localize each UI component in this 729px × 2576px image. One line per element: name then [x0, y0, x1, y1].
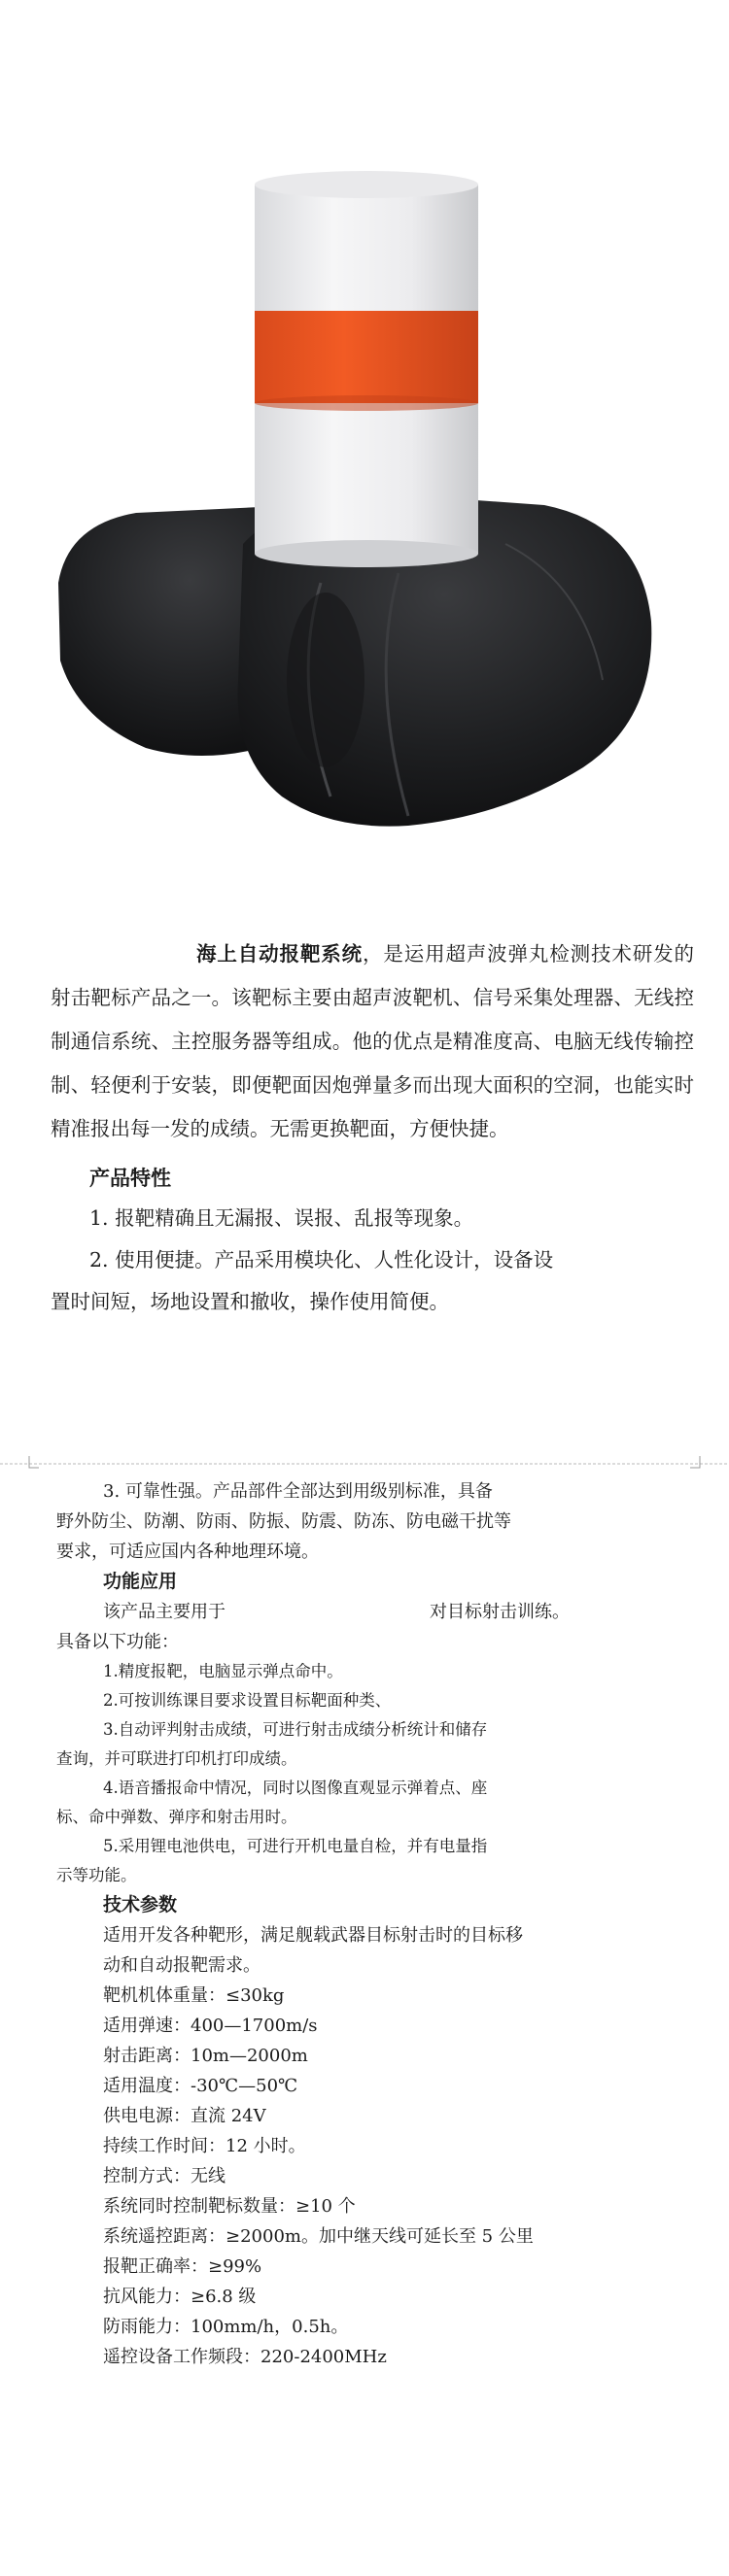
spec-item: 适用温度：-30℃—50℃ — [103, 2076, 298, 2096]
spec-item: 控制方式：无线 — [103, 2166, 226, 2186]
spec-item: 抗风能力：≥6.8 级 — [103, 2287, 257, 2307]
feature-item-3c: 要求，可适应国内各种地理环境。 — [56, 1542, 319, 1562]
product-photo — [0, 0, 729, 874]
feature-item-1: 1. 报靶精确且无漏报、误报、乱报等现象。 — [89, 1206, 474, 1230]
intro-section — [0, 932, 729, 1323]
features-heading: 产品特性 — [89, 1166, 171, 1190]
spec-item: 报靶正确率：≥99% — [103, 2256, 262, 2277]
spec-item: 持续工作时间：12 小时。 — [103, 2136, 306, 2156]
spec-item: 系统遥控距离：≥2000m。加中继天线可延长至 5 公里 — [103, 2226, 534, 2247]
functions-heading: 功能应用 — [103, 1571, 178, 1592]
spec-item: 靶机机体重量：≤30kg — [103, 1985, 285, 2006]
specs-list — [0, 1981, 729, 2372]
spec-item: 射击距离：10m—2000m — [103, 2046, 308, 2066]
intro-paragraph: 海上自动报靶系统，是运用超声波弹丸检测技术研发的射击靶标产品之一。该靶标主要由超声波靶机、信号采集处理器、无线控制通信系统、主控服务器等组成。他的优点是精准度高、电脑无线传输控制、轻便利于安装，即便靶面因炮弹量多而出现大面积的空洞，也能实时精准报出每一发的成绩。无需更换靶面，方便快捷。 — [51, 942, 695, 1140]
feature-item-2a: 2. 使用便捷。产品采用模块化、人性化设计，设备设 — [89, 1248, 554, 1271]
function-item-4b: 标、命中弹数、弹序和射击用时。 — [56, 1808, 297, 1826]
function-item-3b: 查询，并可联进打印机打印成绩。 — [56, 1749, 297, 1768]
function-item-2: 2.可按训练课目要求设置目标靶面种类、 — [103, 1691, 392, 1710]
spec-item: 遥控设备工作频段：220-2400MHz — [103, 2347, 387, 2367]
specs-lead-b: 动和自动报靶需求。 — [103, 1955, 260, 1976]
spec-item: 防雨能力：100mm/h，0.5h。 — [103, 2317, 349, 2337]
function-item-3a: 3.自动评判射击成绩，可进行射击成绩分析统计和储存 — [103, 1720, 488, 1739]
feature-item-3a: 3. 可靠性强。产品部件全部达到用级别标准，具备 — [103, 1481, 493, 1502]
spec-item: 系统同时控制靶标数量：≥10 个 — [103, 2196, 356, 2217]
spec-item: 供电电源：直流 24V — [103, 2106, 266, 2126]
function-item-4a: 4.语音播报命中情况，同时以图像直观显示弹着点、座 — [103, 1779, 488, 1797]
function-item-5a: 5.采用锂电池供电，可进行开机电量自检，并有电量指 — [103, 1837, 488, 1855]
specs-lead-a: 适用开发各种靶形，满足舰载武器目标射击时的目标移 — [103, 1925, 523, 1946]
intro-lead: 海上自动报靶系统 — [196, 942, 363, 966]
page-break — [0, 1454, 729, 1474]
specs-heading: 技术参数 — [103, 1894, 178, 1915]
feature-item-3b: 野外防尘、防潮、防雨、防振、防震、防冻、防电磁干扰等 — [56, 1511, 511, 1532]
function-item-1: 1.精度报靶，电脑显示弹点命中。 — [103, 1662, 343, 1680]
functions-line1: 该产品主要用于 对目标射击训练。 — [103, 1602, 570, 1622]
details-section — [0, 1476, 729, 2372]
functions-line2: 具备以下功能： — [56, 1632, 179, 1652]
spec-item: 适用弹速：400—1700m/s — [103, 2016, 318, 2036]
function-item-5b: 示等功能。 — [56, 1866, 137, 1884]
feature-item-2b: 置时间短，场地设置和撤收，操作使用简便。 — [51, 1290, 449, 1313]
